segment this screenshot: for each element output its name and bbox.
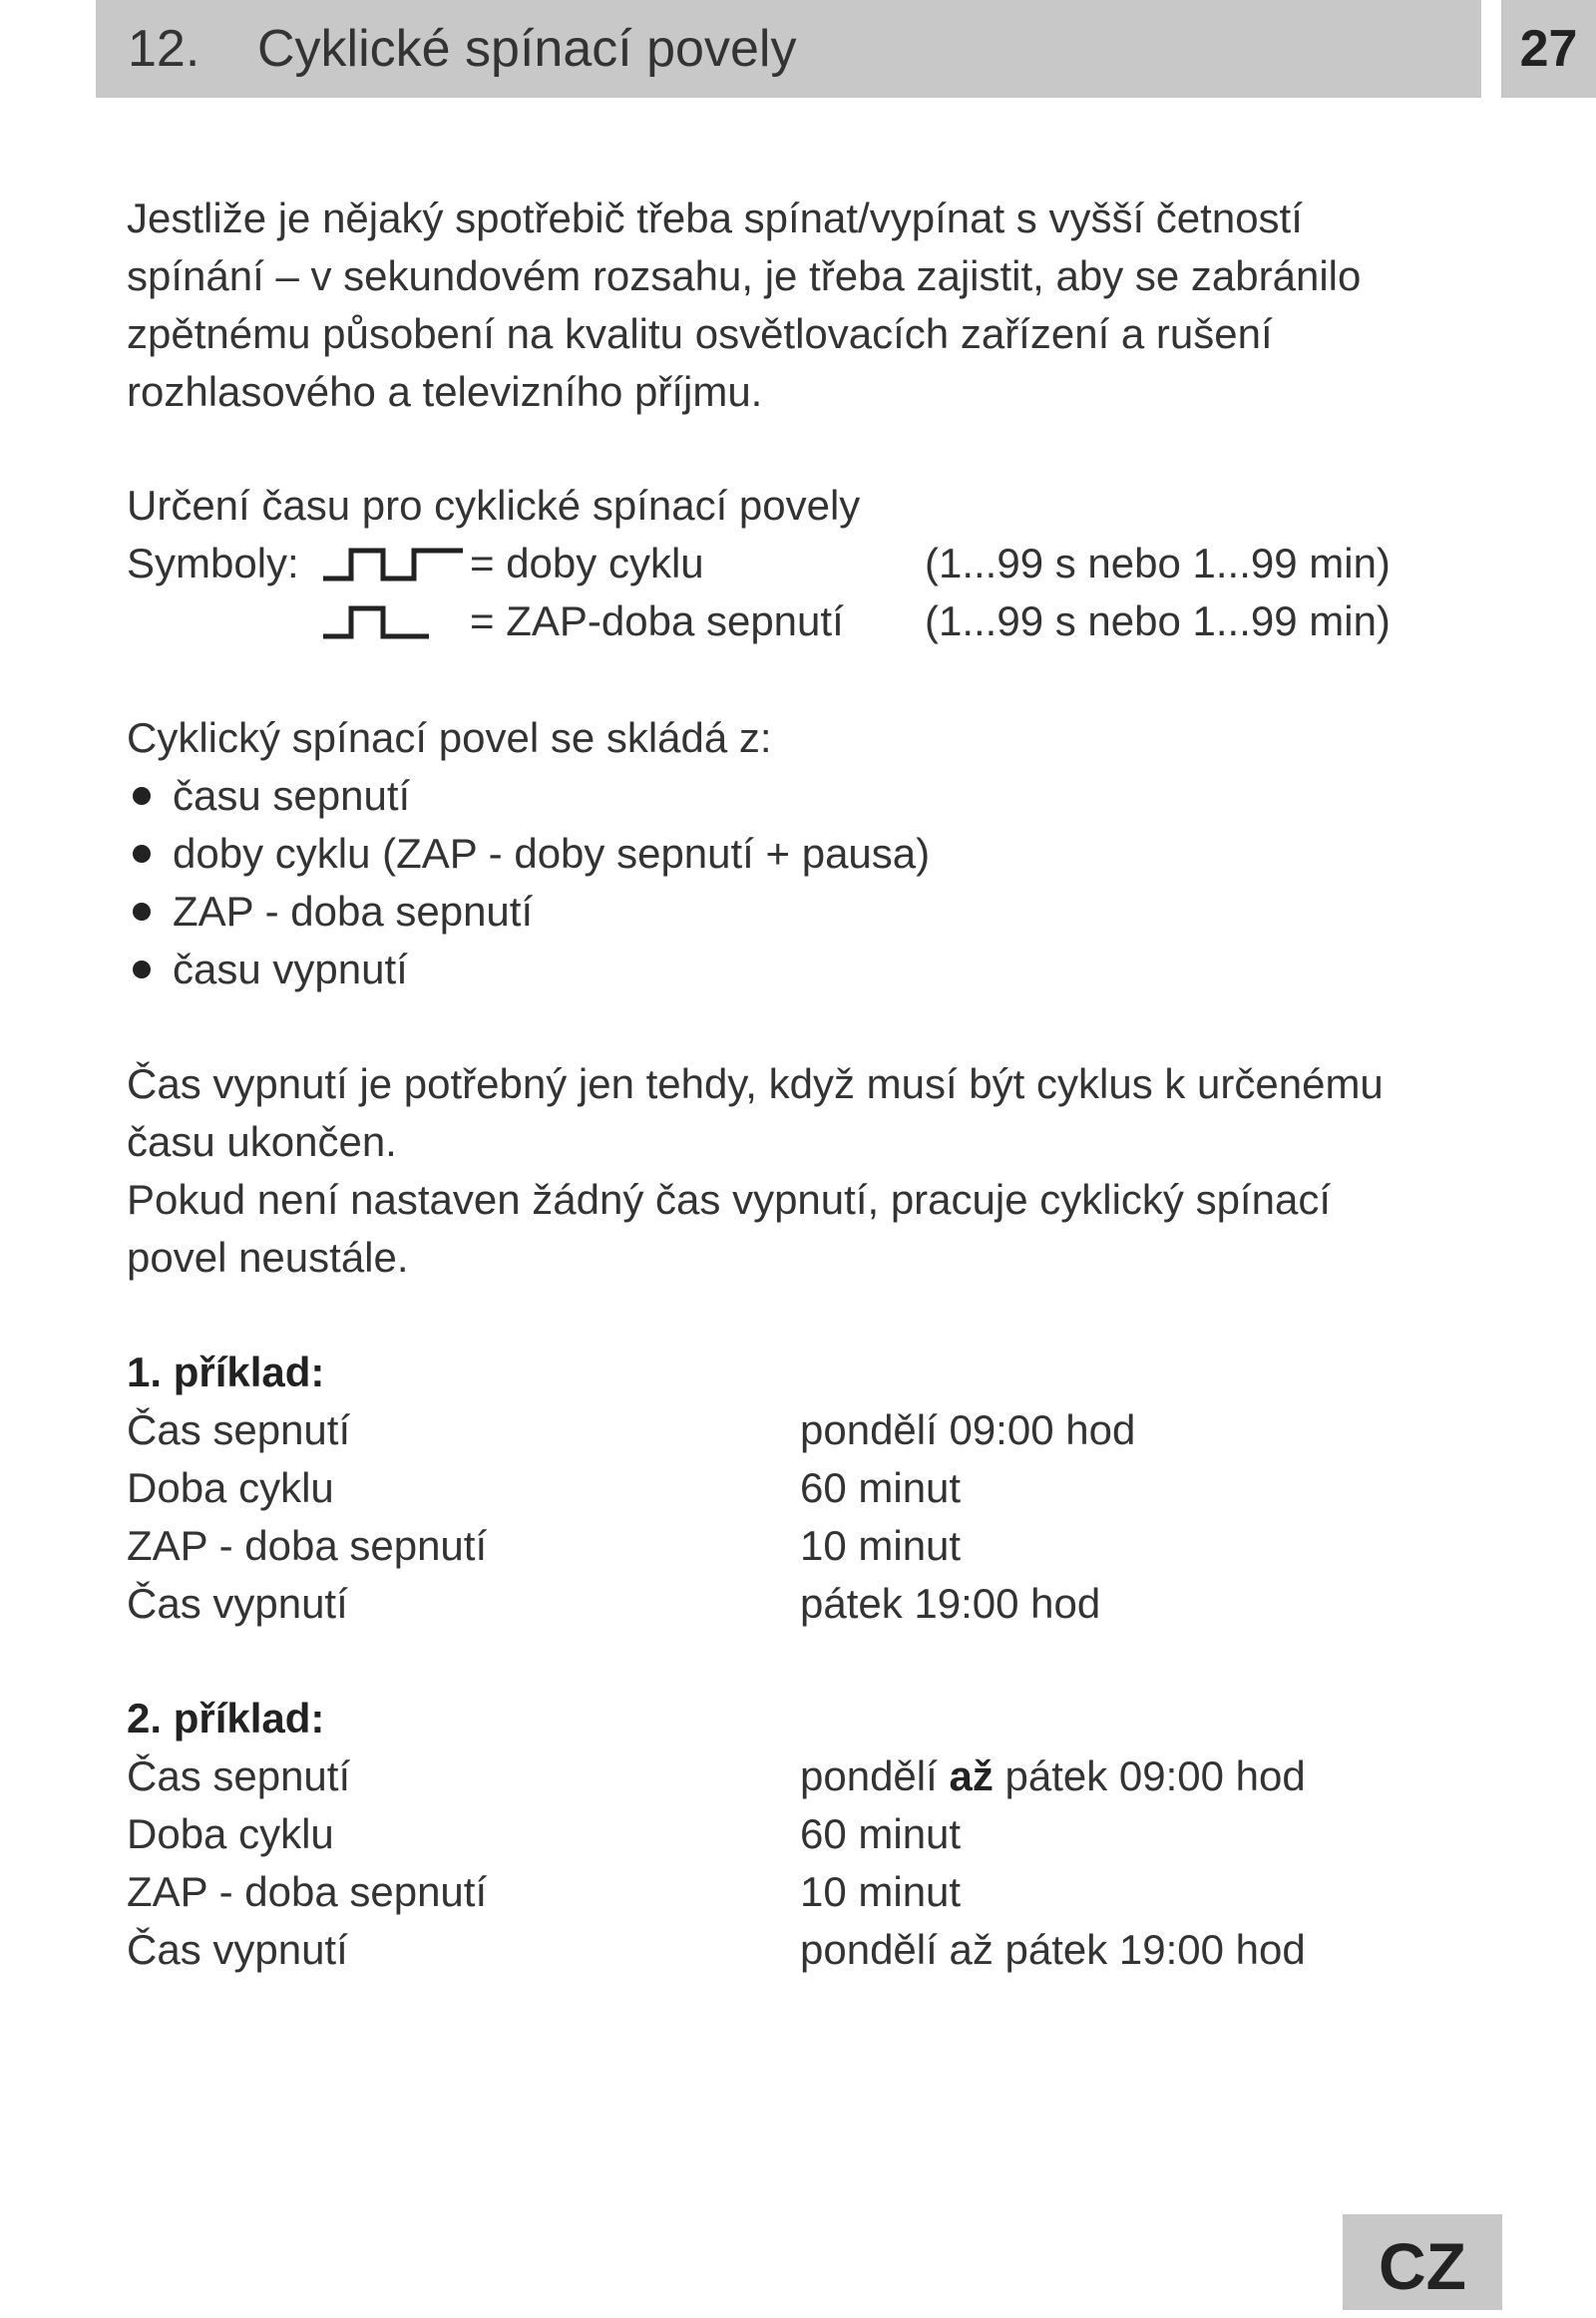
example-row	[127, 1921, 1306, 1979]
example-row	[127, 1575, 1101, 1633]
chapter-number: 12.	[128, 20, 200, 78]
symbols-label: Symboly:	[127, 540, 299, 586]
bullet-icon	[133, 787, 151, 805]
example-row	[127, 1805, 962, 1863]
example-value-start: pondělí	[800, 1752, 950, 1799]
off-time-note	[127, 1055, 1384, 1287]
example-label: Čas sepnutí	[127, 1752, 351, 1799]
example-2	[127, 1690, 1306, 1979]
example-label: ZAP - doba sepnutí	[127, 1522, 488, 1569]
symbols-section	[127, 477, 1391, 650]
chapter-title-text: Cyklické spínací povely	[257, 20, 797, 78]
example-value	[800, 1747, 1306, 1805]
example-label: Čas vypnutí	[127, 1926, 348, 1973]
example-row	[127, 1459, 962, 1517]
intro-line: Jestliže je nějaký spotřebič třeba spínat/vypínat s vyšší četností	[127, 194, 1303, 241]
symbol-description: = doby cyklu	[470, 540, 704, 586]
example-label: Doba cyklu	[127, 1810, 334, 1857]
symbol-range: (1...99 s nebo 1...99 min)	[925, 597, 1391, 644]
example-value: pondělí až pátek 19:00 hod	[800, 1926, 1306, 1973]
on-pulse-icon	[321, 602, 466, 642]
intro-paragraph	[127, 190, 1361, 421]
example-heading: 1. příklad:	[127, 1349, 325, 1395]
note-line: Čas vypnutí je potřebný jen tehdy, když musí být cyklus k určenému	[127, 1060, 1384, 1107]
bullet-icon	[133, 961, 151, 978]
page-number: 27	[1501, 0, 1596, 98]
example-value-emphasis: až	[949, 1752, 994, 1799]
intro-line: spínání – v sekundovém rozsahu, je třeba zajistit, aby se zabránilo	[127, 252, 1362, 299]
example-row	[127, 1747, 1306, 1805]
list-item-text: času vypnutí	[173, 946, 408, 992]
example-value: 60 minut	[800, 1810, 962, 1857]
note-line: času ukončen.	[127, 1118, 397, 1165]
example-row	[127, 1863, 962, 1921]
example-row	[127, 1517, 962, 1575]
symbols-heading: Určení času pro cyklické spínací povely	[127, 482, 861, 529]
symbol-range: (1...99 s nebo 1...99 min)	[925, 540, 1391, 586]
example-label: Doba cyklu	[127, 1464, 334, 1511]
symbol-description: = ZAP-doba sepnutí	[470, 597, 844, 644]
symbol-row-on	[127, 592, 1391, 650]
note-line: Pokud není nastaven žádný čas vypnutí, pracuje cyklický spínací	[127, 1176, 1331, 1223]
example-1	[127, 1344, 1136, 1633]
intro-line: zpětnému působení na kvalitu osvětlovacích zařízení a rušení	[127, 310, 1273, 357]
intro-line: rozhlasového a televizního příjmu.	[127, 368, 763, 415]
composition-heading: Cyklický spínací povel se skládá z:	[127, 714, 772, 761]
example-heading: 2. příklad:	[127, 1695, 325, 1741]
language-badge: CZ	[1343, 2214, 1502, 2310]
example-value: 60 minut	[800, 1464, 962, 1511]
bullet-icon	[133, 903, 151, 921]
chapter-header-bar	[96, 0, 1481, 98]
example-value: pondělí 09:00 hod	[800, 1406, 1136, 1453]
example-value-end: pátek 09:00 hod	[993, 1752, 1306, 1799]
example-value: 10 minut	[800, 1868, 962, 1915]
example-label: Čas vypnutí	[127, 1580, 348, 1627]
list-item	[127, 941, 930, 998]
cycle-pulse-icon	[321, 545, 466, 584]
composition-section	[127, 709, 930, 998]
bullet-icon	[133, 845, 151, 863]
list-item-text: času sepnutí	[173, 772, 411, 819]
example-label: Čas sepnutí	[127, 1406, 351, 1453]
example-value: pátek 19:00 hod	[800, 1580, 1101, 1627]
example-value: 10 minut	[800, 1522, 962, 1569]
note-line: povel neustále.	[127, 1234, 409, 1281]
list-item	[127, 767, 930, 825]
list-item	[127, 825, 930, 883]
example-label: ZAP - doba sepnutí	[127, 1868, 488, 1915]
symbol-row-cycle	[127, 535, 1391, 592]
chapter-title	[128, 20, 796, 78]
list-item-text: doby cyklu (ZAP - doby sepnutí + pausa)	[173, 830, 931, 877]
example-row	[127, 1401, 1136, 1459]
list-item-text: ZAP - doba sepnutí	[173, 888, 534, 935]
list-item	[127, 883, 930, 941]
